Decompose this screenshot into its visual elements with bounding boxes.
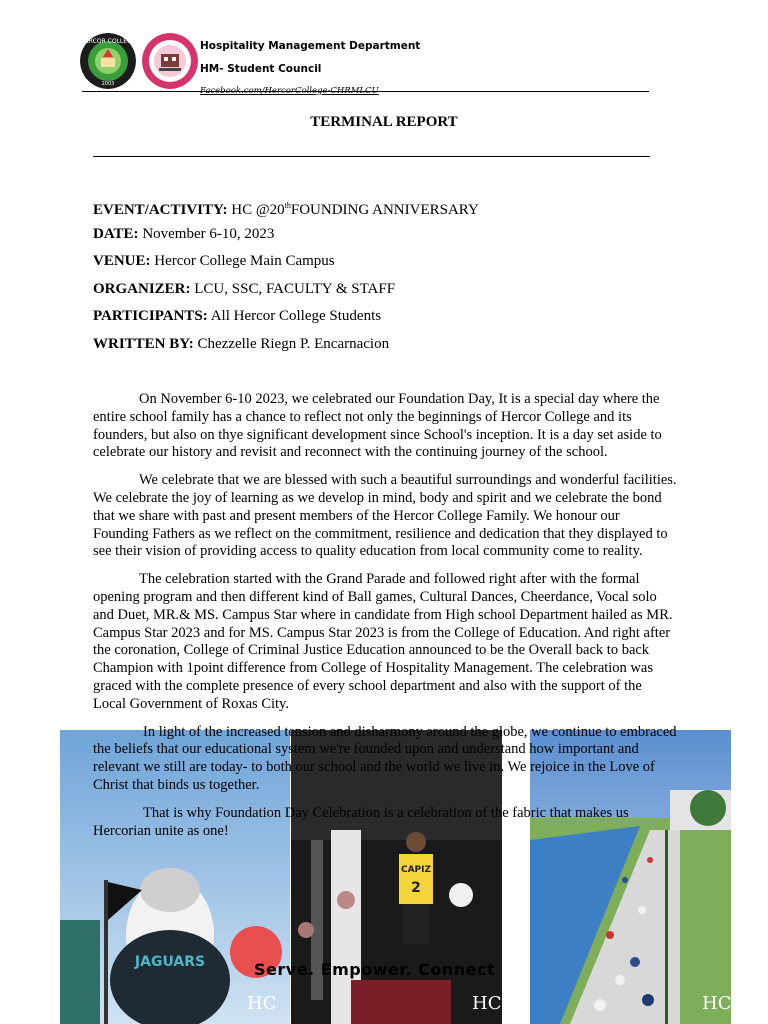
monogram-icon: HC bbox=[702, 993, 732, 1014]
logo-year: 2003 bbox=[101, 81, 115, 87]
player-number: 2 bbox=[411, 880, 421, 896]
paragraph-5: That is why Foundation Day Celebration is a celebration of the fabric that makes us Hercorian unite as one! bbox=[93, 804, 629, 839]
paragraph-4: In light of the increased tension and disharmony around the globe, we continue to embraced the beliefs that our educational system we're founded upon and understand how important and relevant we still are today- to both our school and the world we live in. We rejoice in the Love of Christ that binds us together. bbox=[93, 723, 677, 793]
paragraph-1: On November 6-10 2023, we celebrated our Foundation Day, It is a special day where the entire school family has a chance to reflect not only the beginnings of Hercor College and its founders, but also on thye significant development since School's inception. It is a day set aside to celebrate our history and revisit and reconnect with the continuing journey of the school. bbox=[93, 391, 662, 461]
date-row: DATE: November 6-10, 2023 bbox=[93, 225, 275, 242]
report-title: TERMINAL REPORT bbox=[310, 114, 458, 130]
participants-row: PARTICIPANTS: All Hercor College Students bbox=[93, 308, 382, 325]
monogram-icon: HC bbox=[247, 993, 277, 1014]
player-jersey-text: CAPIZ bbox=[400, 865, 432, 875]
venue-row: VENUE: Hercor College Main Campus bbox=[93, 253, 335, 270]
logo-text: HERCOR COLLEGE bbox=[80, 38, 136, 45]
footer-slogan: Serve. Empower. Connect bbox=[254, 960, 496, 979]
letterhead bbox=[200, 40, 420, 86]
monogram-icon: HC bbox=[472, 993, 502, 1014]
mascot-jersey-text: JAGUARS bbox=[134, 954, 206, 970]
paragraph-3: The celebration started with the Grand Parade and followed right after with the formal opening program and then different kind of Ball games, Cultural Dances, Cheerdance, Vocal solo and Duet, MR.& MS. Campus Star where in candidate from High school Department hailed as MR. Campus Star 2023 and for MS. Campus Star 2023 is from the College of Education. And right after the coronation, College of Criminal Justice Education announced to be the Overall back to back Champion with 1point difference from College of Hospitality Management. The celebration was graced with the complete presence of every school department and also with the support of the Local Government of Roxas City. bbox=[93, 571, 673, 712]
event-row: EVENT/ACTIVITY: HC @20thFOUNDING ANNIVERSARY bbox=[93, 201, 479, 218]
department-name: Hospitality Management Department bbox=[200, 40, 421, 52]
hm-student-council-logo bbox=[142, 33, 198, 89]
header-divider bbox=[82, 91, 649, 92]
report-body bbox=[93, 391, 678, 850]
council-name: HM- Student Council bbox=[200, 63, 322, 75]
organizer-row: ORGANIZER: LCU, SSC, FACULTY & STAFF bbox=[93, 280, 396, 297]
facebook-link[interactable]: Facebook.com/HercorCollege-CHRMLCU bbox=[200, 86, 379, 96]
hercor-college-logo bbox=[80, 33, 136, 89]
written-by-row: WRITTEN BY: Chezzelle Riegn P. Encarnacion bbox=[93, 335, 390, 352]
paragraph-2: We celebrate that we are blessed with such a beautiful surroundings and wonderful facilities. We celebrate the joy of learning as we develop in mind, body and spirit and we celebrate the bond that we share with past and present members of the Hercor College Family. We honour our Founding Fathers as we reflect on the commitment, resilience and dedication that they displayed to see their vision of providing access to quality education from local community come to reality. bbox=[93, 472, 677, 560]
event-details bbox=[93, 196, 479, 362]
title-divider bbox=[93, 156, 650, 157]
